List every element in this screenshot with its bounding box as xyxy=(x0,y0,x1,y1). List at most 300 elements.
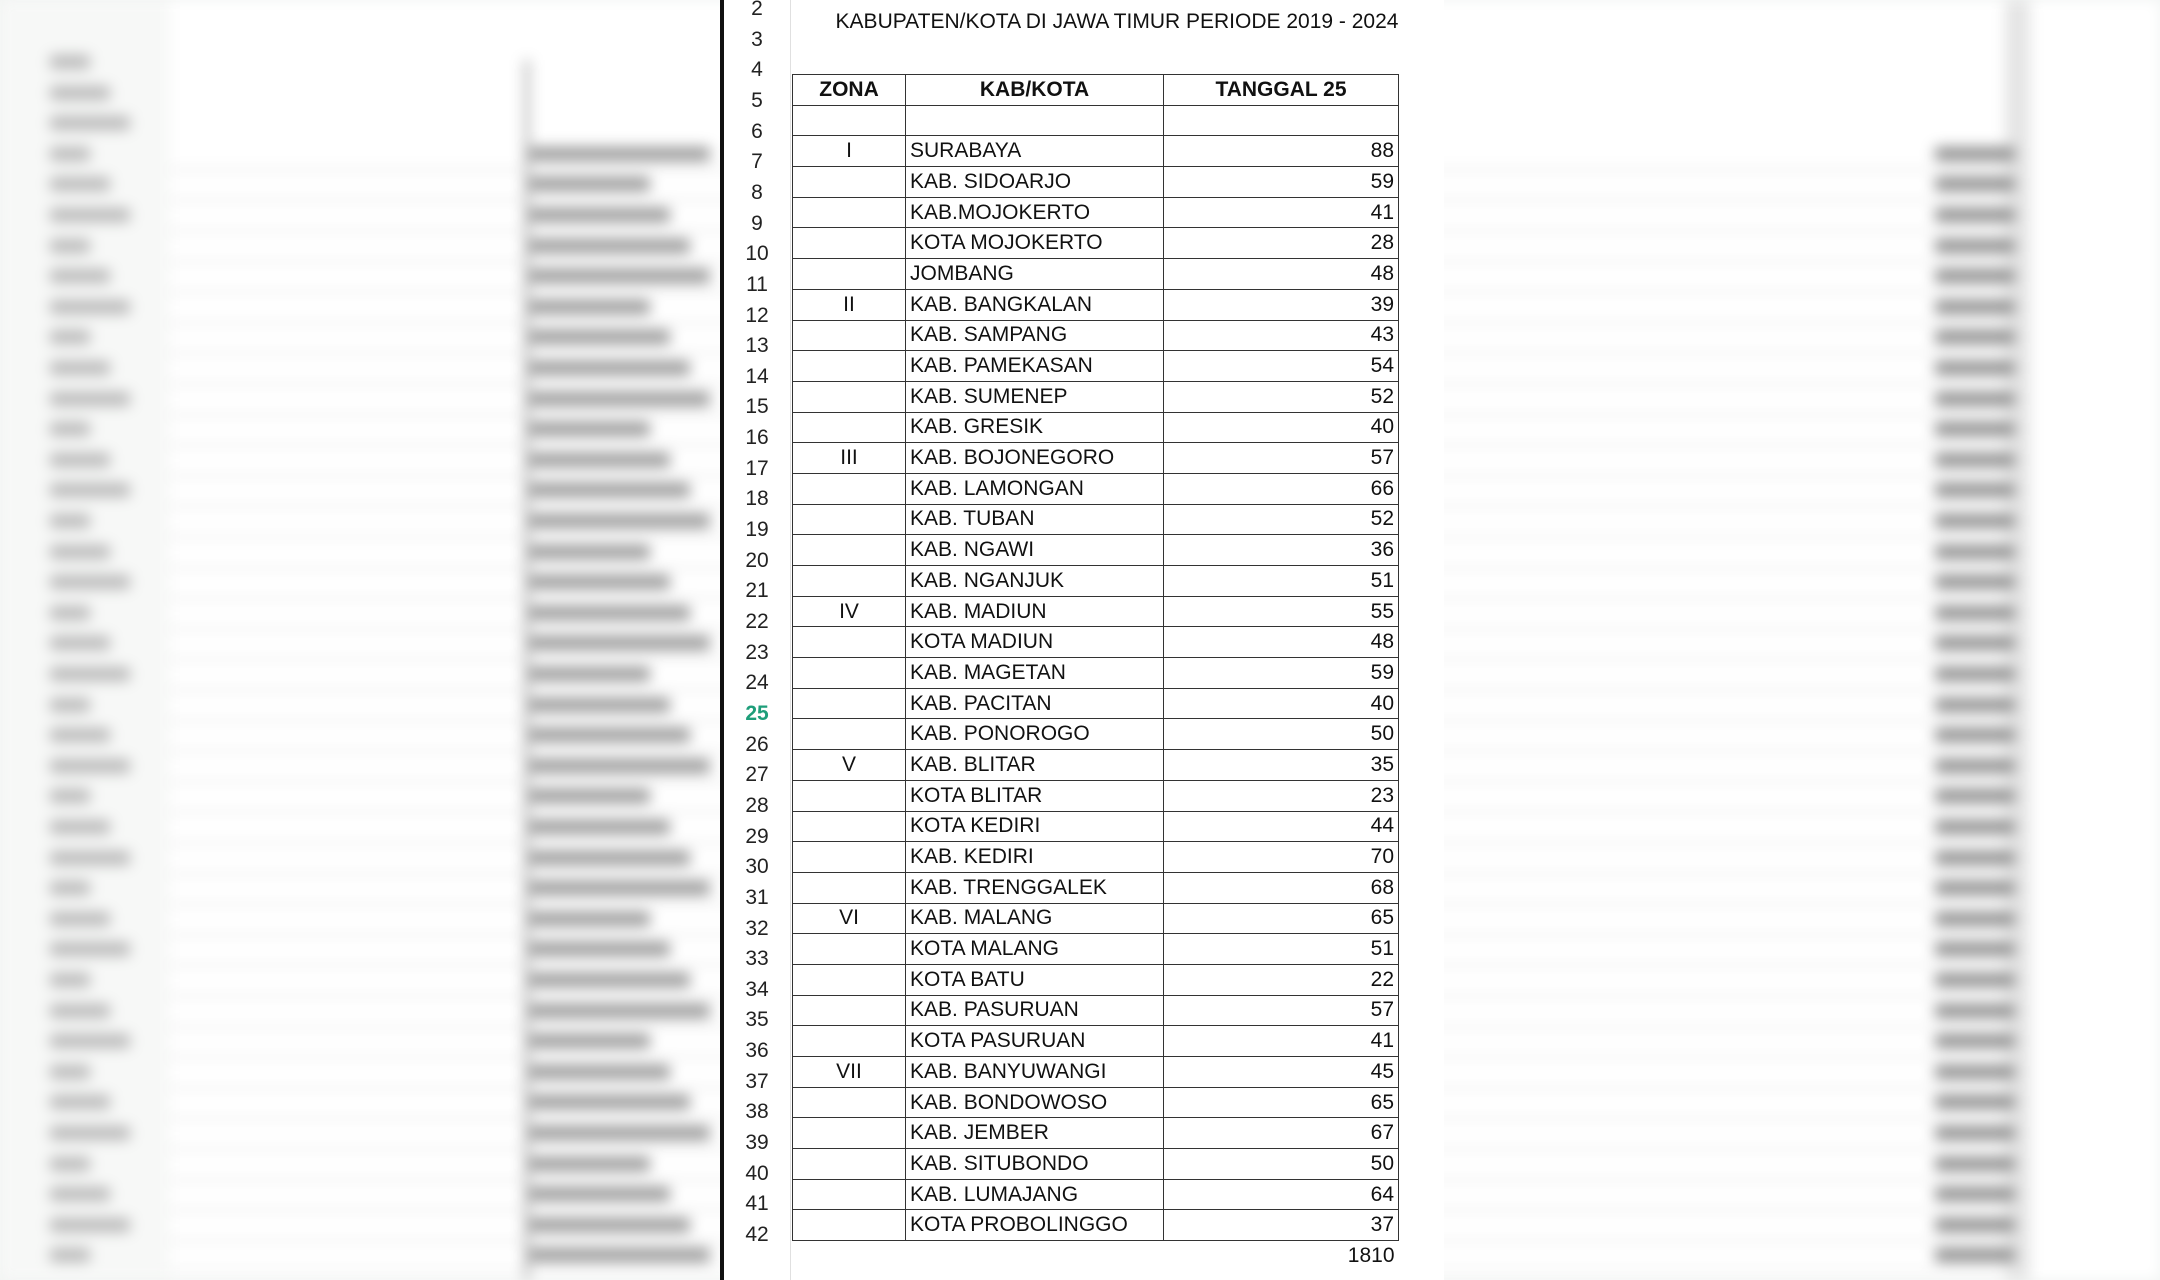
background-blur-mark xyxy=(530,575,670,589)
background-blur-mark xyxy=(530,1034,650,1048)
kab-kota-cell[interactable]: SURABAYA xyxy=(906,136,1164,167)
background-blur-mark xyxy=(50,789,90,803)
header-row xyxy=(793,75,1399,106)
row-number[interactable]: 13 xyxy=(745,334,769,358)
background-blur-mark xyxy=(50,545,110,559)
zona-cell[interactable] xyxy=(793,1210,906,1241)
value-cell[interactable]: 48 xyxy=(1164,627,1399,658)
background-blur-mark xyxy=(50,177,110,191)
row-number[interactable]: 30 xyxy=(745,855,769,879)
background-blur-mark xyxy=(530,636,710,650)
table-row xyxy=(793,627,1399,658)
kab-kota-cell[interactable]: KAB. MAGETAN xyxy=(906,658,1164,689)
value-cell[interactable]: 50 xyxy=(1164,719,1399,750)
zona-cell[interactable]: V xyxy=(793,750,906,781)
row-number[interactable]: 22 xyxy=(745,610,769,633)
background-blur-mark xyxy=(1935,269,2015,283)
background-blur-mark xyxy=(530,269,710,283)
background-blur-mark xyxy=(1935,1248,2015,1262)
table-row xyxy=(793,658,1399,689)
background-blur-mark xyxy=(530,667,650,681)
background-blur-mark xyxy=(530,177,650,191)
table-row xyxy=(793,197,1399,228)
background-blur-mark xyxy=(1935,881,2015,895)
empty-cell[interactable] xyxy=(793,105,906,136)
kab-kota-cell[interactable]: KAB. SIDOARJO xyxy=(906,167,1164,198)
zona-cell[interactable] xyxy=(793,658,906,689)
background-blur-mark xyxy=(1935,239,2015,253)
zona-cell[interactable] xyxy=(793,320,906,351)
table-row xyxy=(793,903,1399,934)
value-cell[interactable]: 59 xyxy=(1164,658,1399,689)
table-row xyxy=(793,136,1399,167)
row-number[interactable]: 40 xyxy=(745,1161,769,1185)
background-blur-mark xyxy=(530,1065,670,1079)
background-blur-mark xyxy=(530,606,690,620)
background-blur-mark xyxy=(50,514,90,528)
zona-cell[interactable] xyxy=(793,228,906,259)
kab-kota-cell[interactable]: KOTA PROBOLINGGO xyxy=(906,1210,1164,1241)
background-blur-mark xyxy=(530,147,710,161)
zona-cell[interactable]: VII xyxy=(793,1057,906,1088)
kab-kota-cell[interactable]: KAB. PASURUAN xyxy=(906,995,1164,1026)
background-blur-mark xyxy=(530,1126,710,1140)
row-number[interactable]: 4 xyxy=(751,58,763,82)
table-row xyxy=(793,1179,1399,1210)
total-value[interactable]: 1810 xyxy=(1347,1243,1395,1267)
zona-cell[interactable] xyxy=(793,1149,906,1180)
row-number[interactable]: 8 xyxy=(751,180,763,204)
row-number[interactable]: 28 xyxy=(745,793,769,817)
value-cell[interactable]: 48 xyxy=(1164,259,1399,290)
row-number[interactable]: 34 xyxy=(745,977,769,1001)
row-number[interactable]: 26 xyxy=(745,732,769,756)
value-cell[interactable]: 44 xyxy=(1164,811,1399,842)
background-blur-mark xyxy=(50,483,130,497)
background-blur-mark xyxy=(1935,1126,2015,1140)
kab-kota-cell[interactable]: KAB. LAMONGAN xyxy=(906,473,1164,504)
table-row xyxy=(793,289,1399,320)
zona-cell[interactable] xyxy=(793,1087,906,1118)
kab-kota-cell[interactable]: KOTA BLITAR xyxy=(906,780,1164,811)
background-blur-mark xyxy=(50,759,130,773)
table-row xyxy=(793,228,1399,259)
value-cell[interactable]: 41 xyxy=(1164,1026,1399,1057)
background-blur-mark xyxy=(1935,851,2015,865)
value-cell[interactable]: 70 xyxy=(1164,842,1399,873)
row-number[interactable]: 29 xyxy=(745,824,769,848)
value-cell[interactable]: 37 xyxy=(1164,1210,1399,1241)
table-row xyxy=(793,596,1399,627)
zona-cell[interactable] xyxy=(793,535,906,566)
background-blur-mark xyxy=(1935,973,2015,987)
value-cell[interactable]: 57 xyxy=(1164,443,1399,474)
row-number[interactable]: 20 xyxy=(745,548,769,572)
background-grid-line xyxy=(525,60,529,1280)
row-number[interactable]: 3 xyxy=(751,27,763,51)
value-cell[interactable]: 36 xyxy=(1164,535,1399,566)
row-number[interactable]: 12 xyxy=(745,303,769,327)
table-row xyxy=(793,566,1399,597)
background-blur-mark xyxy=(530,789,650,803)
background-blur-mark xyxy=(530,545,650,559)
background-blur-mark xyxy=(1935,545,2015,559)
row-number[interactable]: 17 xyxy=(745,456,769,480)
background-blur-mark xyxy=(530,330,670,344)
background-blur-mark xyxy=(50,636,110,650)
kab-kota-cell[interactable]: KOTA MALANG xyxy=(906,934,1164,965)
value-cell[interactable]: 88 xyxy=(1164,136,1399,167)
background-blur-mark xyxy=(50,973,90,987)
row-number[interactable]: 21 xyxy=(745,579,769,603)
background-blur-mark xyxy=(530,820,670,834)
background-blur-mark xyxy=(530,392,710,406)
row-number[interactable]: 6 xyxy=(751,119,763,143)
zona-cell[interactable] xyxy=(793,197,906,228)
row-number[interactable]: 31 xyxy=(745,885,769,909)
table-row xyxy=(793,473,1399,504)
background-blur-mark xyxy=(50,361,110,375)
background-blur-mark xyxy=(530,881,710,895)
row-number[interactable]: 5 xyxy=(751,88,763,112)
zona-cell[interactable] xyxy=(793,995,906,1026)
kab-kota-cell[interactable]: KOTA PASURUAN xyxy=(906,1026,1164,1057)
background-blur-mark xyxy=(1935,1065,2015,1079)
background-blur-mark xyxy=(50,116,130,130)
background-blur-mark xyxy=(1935,453,2015,467)
background-blur-mark xyxy=(1935,942,2015,956)
background-blur-mark xyxy=(50,1034,130,1048)
zona-cell[interactable] xyxy=(793,1026,906,1057)
background-blur-mark xyxy=(1935,1187,2015,1201)
kab-kota-cell[interactable]: KAB.MOJOKERTO xyxy=(906,197,1164,228)
zona-cell[interactable] xyxy=(793,381,906,412)
header-kab-kota[interactable]: KAB/KOTA xyxy=(906,75,1164,106)
background-blur-mark xyxy=(50,330,90,344)
zona-cell[interactable] xyxy=(793,780,906,811)
kab-kota-cell[interactable]: KAB. PACITAN xyxy=(906,688,1164,719)
zona-cell[interactable] xyxy=(793,964,906,995)
background-blur-mark xyxy=(50,86,110,100)
kab-kota-cell[interactable]: KAB. PAMEKASAN xyxy=(906,351,1164,382)
kab-kota-cell[interactable]: KOTA MADIUN xyxy=(906,627,1164,658)
value-cell[interactable]: 41 xyxy=(1164,197,1399,228)
kab-kota-cell[interactable]: KAB. TUBAN xyxy=(906,504,1164,535)
row-number-gutter xyxy=(724,0,791,1280)
background-blur-mark xyxy=(530,361,690,375)
background-blur-mark xyxy=(1935,789,2015,803)
row-number[interactable]: 35 xyxy=(745,1008,769,1032)
background-blur-mark xyxy=(50,208,130,222)
value-cell[interactable]: 57 xyxy=(1164,995,1399,1026)
table-row xyxy=(793,688,1399,719)
background-blur-mark xyxy=(50,422,90,436)
table-row xyxy=(793,1057,1399,1088)
background-blur-mark xyxy=(530,1218,690,1232)
zona-cell[interactable] xyxy=(793,1179,906,1210)
empty-cell[interactable] xyxy=(906,1241,1164,1271)
kab-kota-cell[interactable]: KOTA BATU xyxy=(906,964,1164,995)
kab-kota-cell[interactable]: KAB. SUMENEP xyxy=(906,381,1164,412)
data-table xyxy=(792,74,1399,1271)
background-blur-mark xyxy=(50,1248,90,1262)
background-blur-mark xyxy=(1935,1157,2015,1171)
value-cell[interactable]: 40 xyxy=(1164,412,1399,443)
background-blur-mark xyxy=(1935,177,2015,191)
table-row xyxy=(793,412,1399,443)
header-tanggal[interactable]: TANGGAL 25 xyxy=(1164,75,1399,106)
table-row xyxy=(793,811,1399,842)
row-number[interactable]: 41 xyxy=(745,1192,769,1216)
kab-kota-cell[interactable]: JOMBANG xyxy=(906,259,1164,290)
zona-cell[interactable] xyxy=(793,504,906,535)
table-row xyxy=(793,351,1399,382)
background-blur-mark xyxy=(1935,759,2015,773)
background-blur-mark xyxy=(1935,1218,2015,1232)
value-cell[interactable]: 65 xyxy=(1164,1087,1399,1118)
value-cell[interactable]: 51 xyxy=(1164,934,1399,965)
background-blur-mark xyxy=(50,147,90,161)
row-number[interactable]: 14 xyxy=(745,364,769,388)
kab-kota-cell[interactable]: KAB. GRESIK xyxy=(906,412,1164,443)
kab-kota-cell[interactable]: KAB. BANGKALAN xyxy=(906,289,1164,320)
zona-cell[interactable] xyxy=(793,934,906,965)
table-row xyxy=(793,1118,1399,1149)
kab-kota-cell[interactable]: KAB. BLITAR xyxy=(906,750,1164,781)
kab-kota-cell[interactable]: KAB. SITUBONDO xyxy=(906,1149,1164,1180)
table-row xyxy=(793,995,1399,1026)
background-blur-mark xyxy=(50,942,130,956)
row-number[interactable]: 9 xyxy=(751,211,763,235)
row-number[interactable]: 11 xyxy=(746,272,768,296)
value-cell[interactable]: 23 xyxy=(1164,780,1399,811)
value-cell[interactable]: 55 xyxy=(1164,596,1399,627)
background-blur-mark xyxy=(530,1157,650,1171)
background-blur-mark xyxy=(50,728,110,742)
kab-kota-cell[interactable]: KAB. JEMBER xyxy=(906,1118,1164,1149)
background-blur-mark xyxy=(530,1187,670,1201)
background-blur-mark xyxy=(530,453,670,467)
header-zona[interactable]: ZONA xyxy=(793,75,906,106)
kab-kota-cell[interactable]: KAB. SAMPANG xyxy=(906,320,1164,351)
table-row xyxy=(793,872,1399,903)
value-cell[interactable]: 54 xyxy=(1164,351,1399,382)
kab-kota-cell[interactable]: KAB. LUMAJANG xyxy=(906,1179,1164,1210)
zona-cell[interactable]: IV xyxy=(793,596,906,627)
table-row xyxy=(793,381,1399,412)
background-blur-mark xyxy=(530,208,670,222)
background-blur-mark xyxy=(530,300,650,314)
zona-cell[interactable] xyxy=(793,811,906,842)
zona-cell[interactable] xyxy=(793,719,906,750)
table-row xyxy=(793,780,1399,811)
row-number[interactable]: 33 xyxy=(745,947,769,971)
row-number[interactable]: 37 xyxy=(745,1069,769,1093)
value-cell[interactable]: 50 xyxy=(1164,1149,1399,1180)
row-number[interactable]: 25 xyxy=(745,701,769,725)
background-blur-mark xyxy=(530,759,710,773)
value-cell[interactable]: 67 xyxy=(1164,1118,1399,1149)
row-number[interactable]: 15 xyxy=(745,395,769,419)
table-row xyxy=(793,1026,1399,1057)
value-cell[interactable]: 40 xyxy=(1164,688,1399,719)
zona-cell[interactable] xyxy=(793,688,906,719)
table-row xyxy=(793,504,1399,535)
background-blur-mark xyxy=(1935,667,2015,681)
background-blur-mark xyxy=(1935,330,2015,344)
value-cell[interactable]: 45 xyxy=(1164,1057,1399,1088)
background-blur-mark xyxy=(50,1187,110,1201)
background-blur-mark xyxy=(1935,728,2015,742)
empty-cell[interactable] xyxy=(1164,105,1399,136)
table-row xyxy=(793,167,1399,198)
value-cell[interactable]: 52 xyxy=(1164,504,1399,535)
row-number[interactable]: 42 xyxy=(745,1223,769,1246)
kab-kota-cell[interactable]: KAB. TRENGGALEK xyxy=(906,872,1164,903)
value-cell[interactable]: 65 xyxy=(1164,903,1399,934)
kab-kota-cell[interactable]: KAB. MADIUN xyxy=(906,596,1164,627)
background-blur-mark xyxy=(530,1095,690,1109)
kab-kota-cell[interactable]: KAB. MALANG xyxy=(906,903,1164,934)
row-number[interactable]: 19 xyxy=(745,518,769,542)
value-cell[interactable]: 22 xyxy=(1164,964,1399,995)
zona-cell[interactable] xyxy=(793,627,906,658)
empty-cell[interactable] xyxy=(793,1241,906,1271)
background-blur-mark xyxy=(50,300,130,314)
background-blur-mark xyxy=(1935,392,2015,406)
background-blur-mark xyxy=(50,55,90,69)
kab-kota-cell[interactable]: KAB. NGAWI xyxy=(906,535,1164,566)
row-number[interactable]: 16 xyxy=(745,426,769,450)
row-number[interactable]: 18 xyxy=(745,487,769,511)
row-number[interactable]: 10 xyxy=(745,242,769,266)
background-blur-mark xyxy=(1935,820,2015,834)
empty-cell[interactable] xyxy=(906,105,1164,136)
background-blur-mark xyxy=(530,728,690,742)
table-row xyxy=(793,1210,1399,1241)
background-blur-mark xyxy=(1935,1004,2015,1018)
value-cell[interactable]: 39 xyxy=(1164,289,1399,320)
background-blur-mark xyxy=(1935,300,2015,314)
background-blur-mark xyxy=(1935,147,2015,161)
kab-kota-cell[interactable]: KAB. NGANJUK xyxy=(906,566,1164,597)
table-row xyxy=(793,535,1399,566)
background-blur-mark xyxy=(530,483,690,497)
background-blur-mark xyxy=(50,1065,90,1079)
background-blur-mark xyxy=(50,575,130,589)
row-number[interactable]: 36 xyxy=(745,1039,769,1063)
kab-kota-cell[interactable]: KAB. PONOROGO xyxy=(906,719,1164,750)
zona-cell[interactable] xyxy=(793,351,906,382)
row-number[interactable]: 39 xyxy=(745,1131,769,1155)
zona-cell[interactable]: III xyxy=(793,443,906,474)
background-blur-mark xyxy=(530,1248,710,1262)
background-blur-mark xyxy=(530,514,710,528)
zona-cell[interactable] xyxy=(793,473,906,504)
background-blur-mark xyxy=(50,239,90,253)
kab-kota-cell[interactable]: KOTA MOJOKERTO xyxy=(906,228,1164,259)
background-blur-mark xyxy=(50,453,110,467)
row-number[interactable]: 27 xyxy=(745,763,769,787)
background-blur-mark xyxy=(50,667,130,681)
value-cell[interactable]: 59 xyxy=(1164,167,1399,198)
kab-kota-cell[interactable]: KOTA KEDIRI xyxy=(906,811,1164,842)
background-blur-mark xyxy=(1935,483,2015,497)
zona-cell[interactable] xyxy=(793,412,906,443)
background-blur-mark xyxy=(50,698,90,712)
value-cell[interactable]: 28 xyxy=(1164,228,1399,259)
background-blur-mark xyxy=(530,1004,710,1018)
value-cell[interactable]: 51 xyxy=(1164,566,1399,597)
background-blur-mark xyxy=(50,820,110,834)
table-row xyxy=(793,1149,1399,1180)
zona-cell[interactable] xyxy=(793,1118,906,1149)
background-blur-mark xyxy=(530,422,650,436)
kab-kota-cell[interactable]: KAB. KEDIRI xyxy=(906,842,1164,873)
kab-kota-cell[interactable]: KAB. BONDOWOSO xyxy=(906,1087,1164,1118)
background-blur-mark xyxy=(1935,514,2015,528)
table-row xyxy=(793,259,1399,290)
background-blur-mark xyxy=(50,606,90,620)
row-number[interactable]: 24 xyxy=(745,671,769,695)
kab-kota-cell[interactable]: KAB. BANYUWANGI xyxy=(906,1057,1164,1088)
zona-cell[interactable]: I xyxy=(793,136,906,167)
row-number[interactable]: 38 xyxy=(745,1100,769,1124)
spreadsheet-panel xyxy=(720,0,1444,1280)
zona-cell[interactable] xyxy=(793,842,906,873)
table-row xyxy=(793,964,1399,995)
zona-cell[interactable] xyxy=(793,566,906,597)
row-number[interactable]: 23 xyxy=(745,640,769,664)
table-row xyxy=(793,443,1399,474)
table-row xyxy=(793,1087,1399,1118)
background-blur-mark xyxy=(50,1126,130,1140)
background-blur-mark xyxy=(50,392,130,406)
table-row xyxy=(793,719,1399,750)
zona-cell[interactable] xyxy=(793,167,906,198)
background-blur-mark xyxy=(530,698,670,712)
background-blur-mark xyxy=(1935,1095,2015,1109)
background-blur-mark xyxy=(50,1095,110,1109)
table-row xyxy=(793,934,1399,965)
zona-cell[interactable]: VI xyxy=(793,903,906,934)
table-row xyxy=(793,750,1399,781)
value-cell[interactable]: 52 xyxy=(1164,381,1399,412)
kab-kota-cell[interactable]: KAB. BOJONEGORO xyxy=(906,443,1164,474)
zona-cell[interactable]: II xyxy=(793,289,906,320)
background-blur-mark xyxy=(50,881,90,895)
table-row xyxy=(793,842,1399,873)
row-number[interactable]: 32 xyxy=(745,916,769,940)
zona-cell[interactable] xyxy=(793,259,906,290)
value-cell[interactable]: 43 xyxy=(1164,320,1399,351)
background-blur-mark xyxy=(50,269,110,283)
background-blur-mark xyxy=(50,1157,90,1171)
zona-cell[interactable] xyxy=(793,872,906,903)
background-blur-mark xyxy=(50,1004,110,1018)
background-blur-mark xyxy=(530,973,690,987)
value-cell[interactable]: 35 xyxy=(1164,750,1399,781)
value-cell[interactable]: 68 xyxy=(1164,872,1399,903)
blank-row xyxy=(793,105,1399,136)
value-cell[interactable]: 66 xyxy=(1164,473,1399,504)
background-blur-mark xyxy=(530,912,650,926)
background-blur-mark xyxy=(1935,1034,2015,1048)
background-blur-mark xyxy=(1935,698,2015,712)
row-number[interactable]: 7 xyxy=(751,150,763,174)
value-cell[interactable]: 64 xyxy=(1164,1179,1399,1210)
row-number[interactable]: 2 xyxy=(751,0,763,20)
